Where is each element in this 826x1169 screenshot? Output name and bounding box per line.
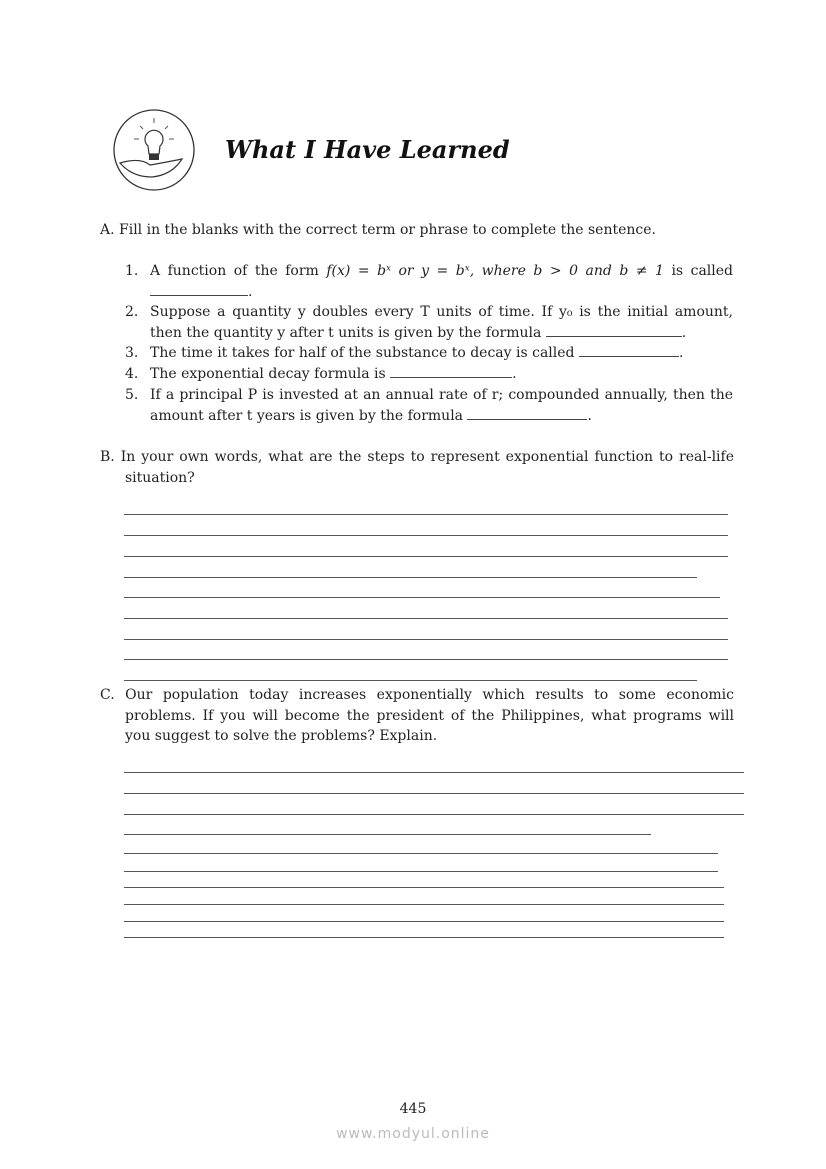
item-number: 1. bbox=[125, 263, 139, 279]
answer-line[interactable] bbox=[124, 814, 744, 815]
answer-line[interactable] bbox=[124, 577, 697, 578]
answer-line[interactable] bbox=[124, 772, 744, 773]
section-b-question: B. In your own words, what are the steps to represent exponential function to real-life situation? bbox=[100, 449, 734, 486]
question-2 bbox=[125, 302, 733, 343]
answer-line[interactable] bbox=[124, 659, 728, 660]
period: . bbox=[587, 407, 592, 424]
answer-line[interactable] bbox=[124, 834, 651, 835]
period: . bbox=[248, 283, 253, 300]
answer-line[interactable] bbox=[124, 680, 697, 681]
item-text: is called bbox=[663, 263, 733, 279]
section-c-question: C. Our population today increases exponentially which results to some economic problems. If you will become the president of the Philippines, what programs will you suggest to solve the problems? Explain. bbox=[100, 687, 734, 744]
section-a-instruction: A. Fill in the blanks with the correct term or phrase to complete the sentence. bbox=[100, 222, 656, 238]
item-math: f(x) = bˣ or y = bˣ, where b > 0 and b ≠ 1 bbox=[326, 263, 664, 279]
answer-line[interactable] bbox=[124, 793, 744, 794]
item-text: Suppose a quantity y doubles every T units of time. If y₀ is the initial amount, then the quantity y after t units is given by the formula bbox=[150, 304, 733, 341]
item-number: 5. bbox=[125, 387, 139, 403]
item-number: 3. bbox=[125, 345, 139, 361]
period: . bbox=[512, 366, 517, 382]
answer-line[interactable] bbox=[124, 514, 728, 515]
answer-line[interactable] bbox=[124, 904, 724, 905]
answer-line[interactable] bbox=[124, 639, 728, 640]
answer-line[interactable] bbox=[124, 871, 718, 872]
item-number: 2. bbox=[125, 304, 139, 320]
item-text: If a principal P is invested at an annual rate of r; compounded annually, then the amount after t years is given by the formula bbox=[150, 387, 733, 424]
answer-line[interactable] bbox=[124, 887, 724, 888]
period: . bbox=[681, 324, 687, 341]
item-text: A function of the form bbox=[150, 263, 327, 279]
answer-blank[interactable] bbox=[467, 406, 587, 420]
answer-blank[interactable] bbox=[546, 323, 682, 337]
question-4 bbox=[125, 364, 733, 385]
answer-blank[interactable] bbox=[150, 282, 248, 296]
answer-line[interactable] bbox=[124, 853, 718, 854]
item-text: The time it takes for half of the substance to decay is called bbox=[150, 345, 575, 361]
item-text: The exponential decay formula is bbox=[150, 366, 386, 382]
answer-line[interactable] bbox=[124, 618, 728, 619]
answer-line[interactable] bbox=[124, 921, 724, 922]
answer-line[interactable] bbox=[124, 556, 728, 557]
page-title: What I Have Learned bbox=[225, 135, 510, 164]
question-3 bbox=[125, 343, 733, 364]
lightbulb-hand-icon bbox=[112, 108, 196, 192]
page-number: 445 bbox=[399, 1101, 427, 1117]
item-number: 4. bbox=[125, 366, 139, 382]
answer-blank[interactable] bbox=[579, 343, 679, 357]
answer-line[interactable] bbox=[124, 597, 720, 598]
answer-line[interactable] bbox=[124, 937, 724, 938]
watermark: www.modyul.online bbox=[336, 1126, 490, 1142]
answer-blank[interactable] bbox=[390, 364, 512, 378]
period: . bbox=[678, 345, 684, 361]
question-1 bbox=[125, 261, 733, 302]
question-5 bbox=[125, 385, 733, 426]
answer-line[interactable] bbox=[124, 535, 728, 536]
